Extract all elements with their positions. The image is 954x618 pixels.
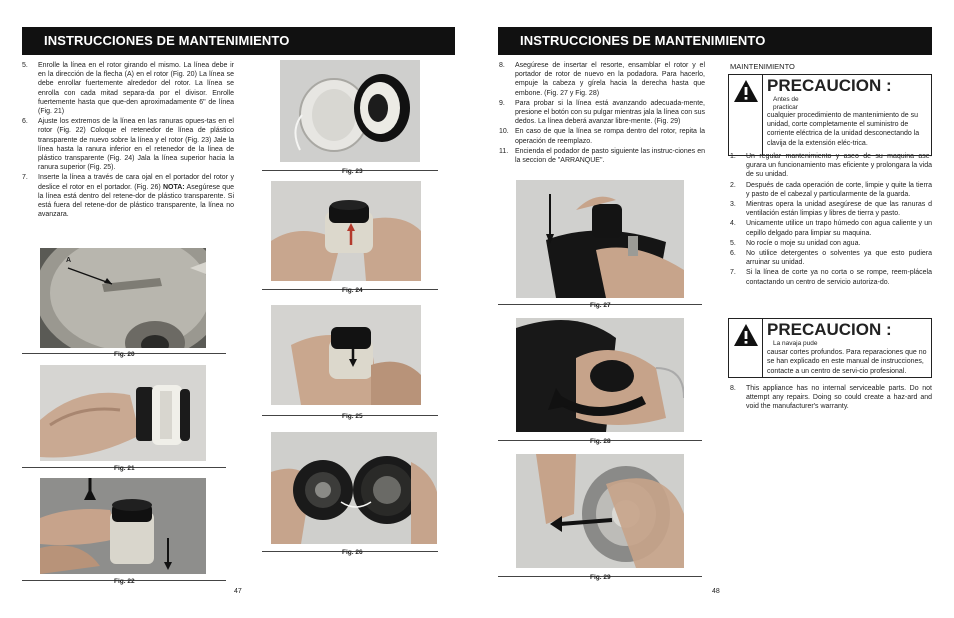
step-5 [22, 61, 234, 116]
warning-2-body [767, 321, 929, 376]
step-number: 8. [499, 62, 505, 69]
warning-2-lead: La navaja pude [773, 340, 818, 347]
item-text: This appliance has no internal serviceable parts. Do not attempt any repairs. Doing so could create a haz-ard and void the manufacturer's warranty. [746, 385, 932, 411]
step-11 [499, 147, 705, 165]
warning-2-title: PRECAUCION : [767, 320, 892, 339]
step-number: 7. [22, 174, 28, 182]
fig-24-photo [271, 181, 421, 281]
fig-22-caption: Fig. 22 [114, 578, 135, 585]
item-text: Mientras opera la unidad asegúrese de que las ranuras d ventilación están limpias y libres de tierra y pasto. [746, 201, 932, 218]
step-text: Asegúrese de insertar el resorte, ensamblar el rotor y el portador de rotor de nuevo en la podadora. Para hacerlo, empuje la cabeza y gírela hacia la derecha hasta que embone. (Fig. 27 y Fig. 28) [515, 62, 705, 97]
step-7 [22, 173, 234, 219]
fig-20-caption: Fig. 20 [114, 351, 135, 358]
item-text: Un regular mantenimiento y aseo de su maquina ase-gurara un funcionamiento mas eficiente y prolongara la vida de su unidad. [746, 153, 932, 179]
maint-item-1 [730, 152, 932, 180]
fig-23-caption: Fig. 23 [342, 168, 363, 175]
step-text: Para probar si la línea está avanzando adecuada-mente, presione el botón con su pulgar mientras jala la línea con sus dedos. La línea deberá avanzar libre-mente. (Fig. 29) [515, 99, 705, 126]
step-number: 5. [22, 62, 28, 69]
item-number: 4. [730, 220, 736, 228]
maint-item-7 [730, 268, 932, 286]
fig-28-photo [516, 318, 684, 432]
right-steps-list [499, 61, 705, 166]
warning-triangle-icon [729, 319, 763, 377]
left-page-header: INSTRUCCIONES DE MANTENIMIENTO [22, 27, 455, 55]
warning-triangle-icon [729, 75, 763, 155]
final-item-8 [730, 384, 932, 412]
step-text: Inserte la línea a través de cara ojal en el portador del rotor y deslice el rotor en el portador. (Fig. 26) [38, 174, 234, 191]
fig-29-photo [516, 454, 684, 568]
page-number-right: 48 [712, 588, 720, 595]
step-number: 6. [22, 118, 28, 126]
maint-item-3 [730, 200, 932, 218]
item-text: Después de cada operación de corte, limpie y quite la tierra y pasto de el cabezal y particularmente de la guarda. [746, 181, 932, 198]
fig-27-caption: Fig. 27 [590, 302, 611, 309]
step-text: Ajuste los extremos de la línea en las ranuras opues-tas en el rotor (Fig. 22) Coloque el retenedor de línea de plástico transparente de nuevo sobre la línea y el rotor (Fig. 23) Jale la línea hasta la ranura inferior en el retenedor de la línea de plástico transparente (Fig. 24) Jala la línea superior hacia la ranura superior (Fig. 25). [38, 118, 234, 172]
step-10 [499, 127, 705, 145]
warning-1-title: PRECAUCION : [767, 76, 892, 95]
fig-28-caption: Fig. 28 [590, 438, 611, 445]
step-number: 11. [499, 147, 509, 155]
fig-22-photo [40, 478, 206, 574]
fig-21-photo [40, 365, 206, 461]
item-number: 8. [730, 385, 736, 392]
maint-item-4 [730, 219, 932, 237]
fig-26-photo [271, 432, 437, 544]
right-page-header: INSTRUCCIONES DE MANTENIMIENTO [498, 27, 932, 55]
warning-box-2 [728, 318, 932, 378]
step-text: En caso de que la línea se rompa dentro del rotor, repita la operación de reemplazo. [515, 128, 705, 145]
warning-box-1 [728, 74, 932, 156]
fig-25-photo [271, 305, 421, 405]
fig-29-caption: Fig. 29 [590, 574, 611, 581]
fig-20-photo [40, 248, 206, 348]
note-label: NOTA: [162, 183, 185, 191]
item-number: 1. [730, 153, 736, 160]
item-number: 3. [730, 201, 736, 209]
step-text: Enrolle la línea en el rotor girando el mismo. La línea debe ir en la dirección de la flecha (A) en el rotor (Fig. 20) La línea se debe enrollar fuertemente alrededor del rotor. La línea se enrolla con cada mitad separa-da por el divisor. Enrolle fuertemente hasta que que-den aproximadamente 6" de línea (Fig. 21) [38, 62, 234, 116]
item-text: Unicamente utilice un trapo húmedo con agua caliente y un cepillo delgado para limpiar su maquina. [746, 220, 932, 237]
item-text: No rocíe o moje su unidad con agua. [746, 239, 861, 247]
fig-21-caption: Fig. 21 [114, 465, 135, 472]
fig-23-photo [280, 60, 420, 162]
fig-24-caption: Fig. 24 [342, 287, 363, 294]
fig-25-caption: Fig. 25 [342, 413, 363, 420]
step-8 [499, 61, 705, 98]
fig-27-photo [516, 180, 684, 298]
step-9 [499, 99, 705, 127]
step-number: 9. [499, 99, 505, 107]
item-text: Si la línea de corte ya no corta o se rompe, reem-plácela contactando un centro de servicio autoriza-do. [746, 269, 932, 286]
item-number: 6. [730, 250, 736, 258]
item-number: 7. [730, 269, 736, 277]
warning-1-text: cualquier procedimiento de mantenimiento de su unidad, corte completamente el suministro de corriente eléctrica de la unidad desconectando la clavija de la extensión eléc-trica. [767, 112, 920, 147]
warning-1-body [767, 77, 929, 148]
final-item-list [730, 384, 932, 413]
item-number: 5. [730, 239, 736, 247]
maintenance-list [730, 152, 932, 288]
note-text: Asegúrese que la línea está dentro del retene-dor de plástico transparente. Si está fuera del retene-dor de plástico transparente, la línea no avanzara. [38, 183, 234, 219]
item-number: 2. [730, 181, 736, 189]
maint-item-5 [730, 239, 932, 248]
page-number-left: 47 [234, 588, 242, 595]
warning-2-text: causar cortes profundos. Para reparaciones que no se han explicado en este manual de instrucciones, contacte a un centro de servi-cio profesional. [767, 349, 927, 375]
step-number: 10. [499, 128, 509, 136]
step-6 [22, 117, 234, 172]
step-text: Encienda el podador de pasto siguiente las instruc-ciones en la seccion de "ARRANQUE". [515, 147, 705, 165]
fig-26-caption: Fig. 26 [342, 549, 363, 556]
maintenance-title: MAINTENIMIENTO [730, 62, 795, 71]
maint-item-2 [730, 181, 932, 199]
warning-1-lead: Antes de practicar [773, 96, 799, 111]
item-text: No utilice detergentes o solventes ya que esto pudiera arruinar su unidad. [746, 250, 932, 267]
maint-item-6 [730, 249, 932, 267]
left-steps-list [22, 61, 234, 220]
fig-20-label-a: A [66, 257, 72, 264]
